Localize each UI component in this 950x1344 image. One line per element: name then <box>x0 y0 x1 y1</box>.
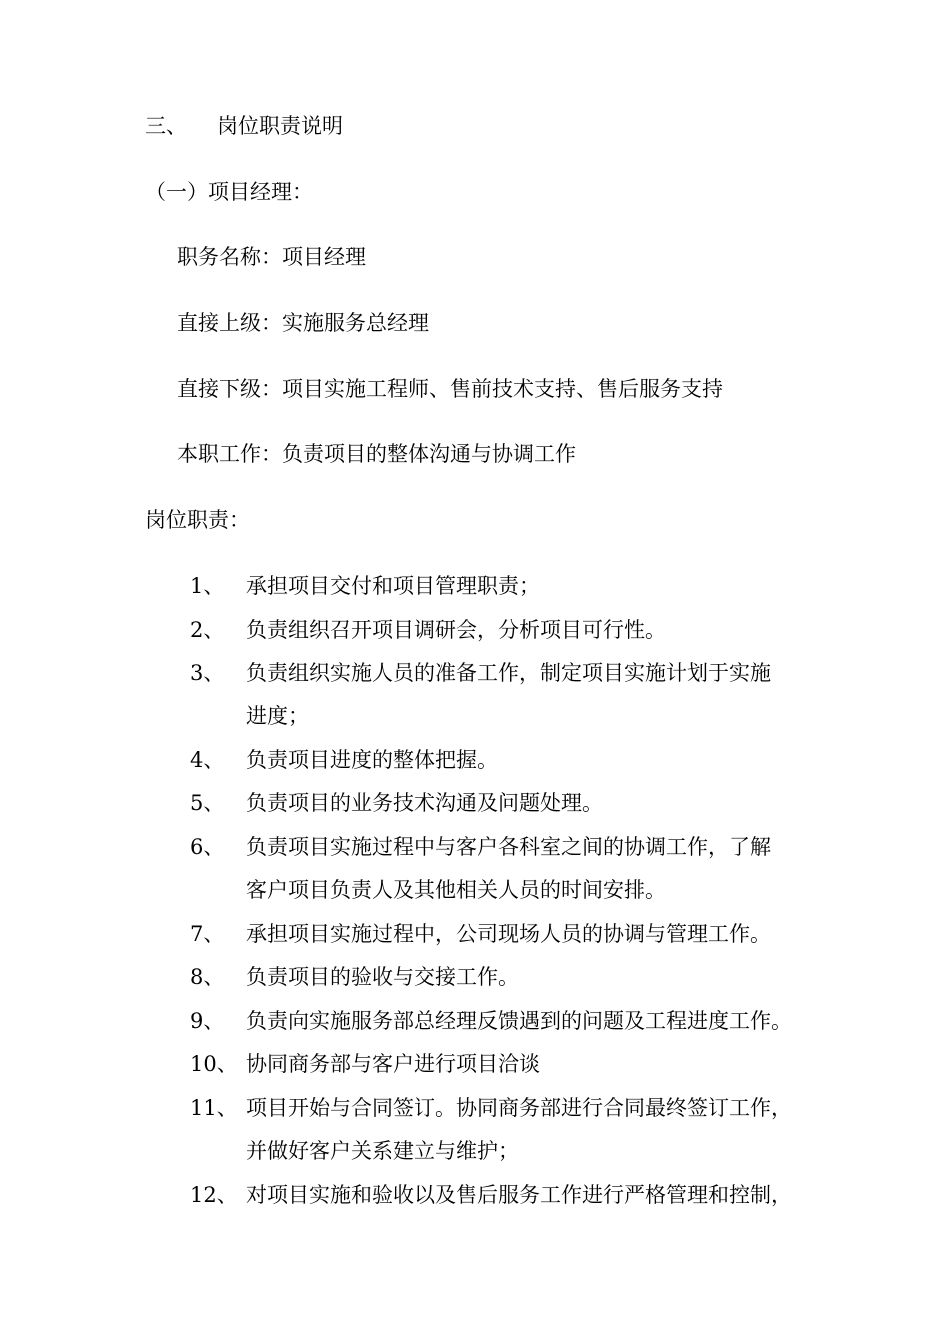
duties-label: 岗位职责： <box>145 508 250 532</box>
list-item-text: 对项目实施和验收以及售后服务工作进行严格管理和控制， <box>246 1183 792 1207</box>
list-item-text: 负责向实施服务部总经理反馈遇到的问题及工程进度工作。 <box>246 1009 792 1033</box>
list-item-number: 1、 <box>190 574 225 598</box>
list-item-text: 承担项目实施过程中，公司现场人员的协调与管理工作。 <box>246 922 771 946</box>
list-item-text: 协同商务部与客户进行项目洽谈 <box>246 1052 540 1076</box>
list-item-number: 7、 <box>190 922 225 946</box>
main-work: 本职工作：负责项目的整体沟通与协调工作 <box>177 442 576 466</box>
list-item-number: 2、 <box>190 618 225 642</box>
position-name: 职务名称：项目经理 <box>177 245 366 269</box>
section-title: 岗位职责说明 <box>217 114 343 138</box>
list-item-number: 12、 <box>190 1183 238 1207</box>
section-number: 三、 <box>145 114 187 138</box>
list-item-text: 承担项目交付和项目管理职责； <box>246 574 540 598</box>
list-item-text: 负责组织实施人员的准备工作，制定项目实施计划于实施 <box>246 661 771 685</box>
list-item-text: 项目开始与合同签订。协同商务部进行合同最终签订工作， <box>246 1096 792 1120</box>
list-item-number: 10、 <box>190 1052 238 1076</box>
list-item-text-continued: 进度； <box>246 704 309 728</box>
list-item-number: 4、 <box>190 748 225 772</box>
direct-superior: 直接上级：实施服务总经理 <box>177 311 429 335</box>
list-item-number: 6、 <box>190 835 225 859</box>
direct-subordinates: 直接下级：项目实施工程师、售前技术支持、售后服务支持 <box>177 377 723 401</box>
list-item-number: 8、 <box>190 965 225 989</box>
list-item-number: 9、 <box>190 1009 225 1033</box>
list-item-text-continued: 客户项目负责人及其他相关人员的时间安排。 <box>246 878 666 902</box>
list-item-text-continued: 并做好客户关系建立与维护； <box>246 1139 519 1163</box>
list-item-number: 11、 <box>190 1096 238 1120</box>
list-item-number: 3、 <box>190 661 225 685</box>
list-item-text: 负责项目实施过程中与客户各科室之间的协调工作，了解 <box>246 835 771 859</box>
list-item-text: 负责组织召开项目调研会，分析项目可行性。 <box>246 618 666 642</box>
list-item-text: 负责项目进度的整体把握。 <box>246 748 498 772</box>
list-item-text: 负责项目的验收与交接工作。 <box>246 965 519 989</box>
list-item-number: 5、 <box>190 791 225 815</box>
list-item-text: 负责项目的业务技术沟通及问题处理。 <box>246 791 603 815</box>
subsection-title: （一）项目经理： <box>145 180 313 204</box>
